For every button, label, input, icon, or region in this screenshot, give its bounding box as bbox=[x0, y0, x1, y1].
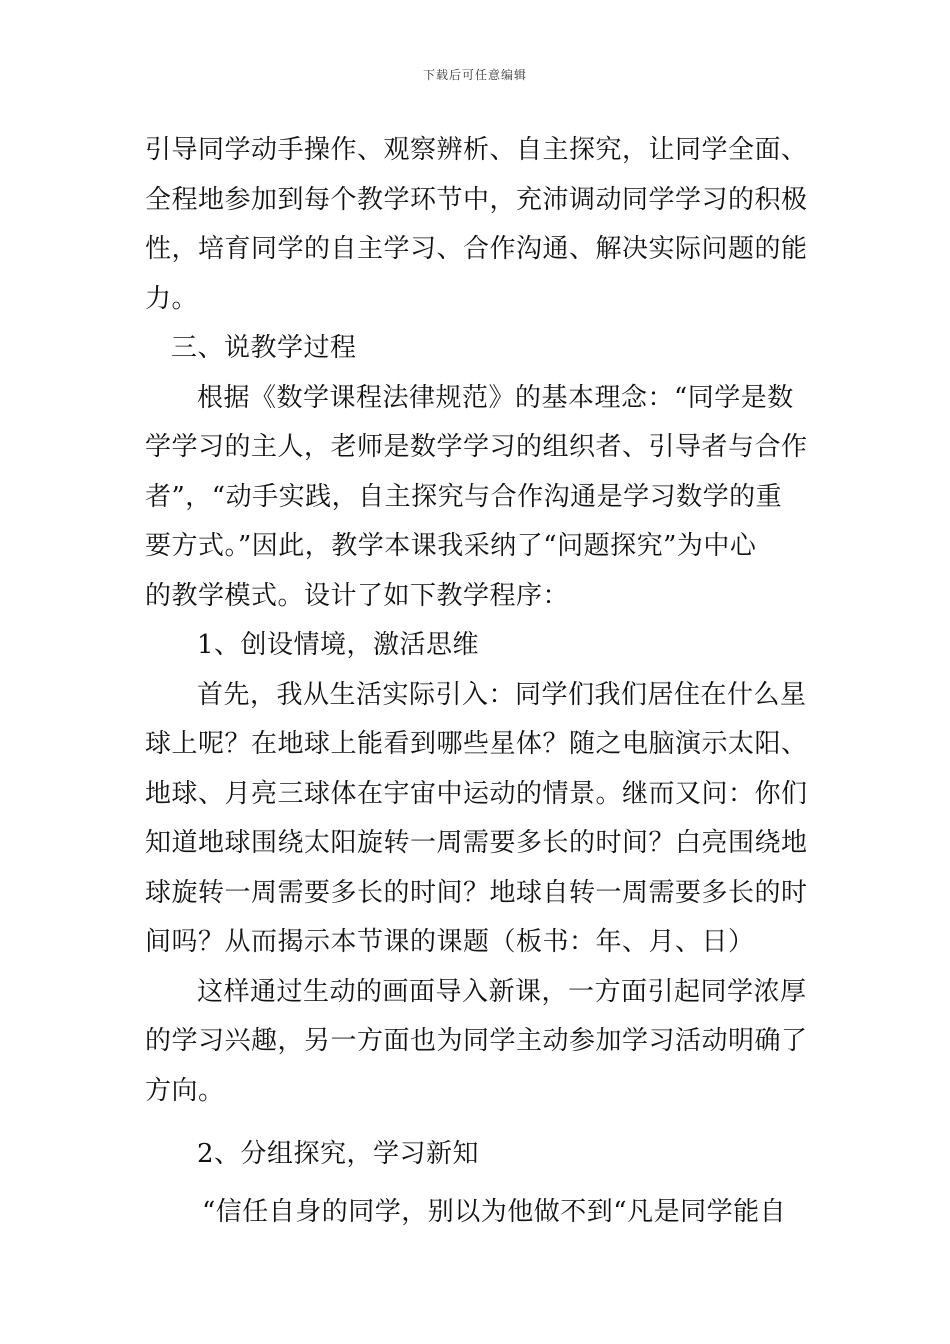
section-heading: 三、说教学过程 bbox=[171, 333, 357, 363]
text-line: 的学习兴趣，另一方面也为同学主动参加学习活动明确了 bbox=[145, 1026, 808, 1056]
text-line: 首先，我从生活实际引入：同学们我们居住在什么星 bbox=[197, 679, 807, 710]
document-body bbox=[145, 126, 810, 1237]
text-line: 地球、月亮三球体在宇宙中运动的情景。继而又问：你们 bbox=[145, 778, 808, 809]
spacer bbox=[145, 1180, 810, 1188]
paragraph-principles bbox=[145, 374, 810, 622]
step-heading-1: 1、创设情境，激活思维 bbox=[197, 630, 480, 660]
paragraph-introduction-scene bbox=[145, 671, 810, 968]
text-line: 全程地参加到每个教学环节中，充沛调动同学学习的积极 bbox=[145, 184, 808, 215]
text-line: 间吗？从而揭示本节课的课题（板书：年、月、日） bbox=[145, 927, 755, 957]
text-line: 要方式。”因此，教学本课我采纳了“问题探究”为中心 bbox=[145, 531, 757, 561]
spacer bbox=[145, 1116, 810, 1130]
paragraph-effect bbox=[145, 968, 810, 1117]
text-line: 性，培育同学的自主学习、合作沟通、解决实际问题的能 bbox=[145, 234, 808, 264]
paragraph-trust bbox=[145, 1188, 810, 1238]
text-line: 引导同学动手操作、观察辨析、自主探究，让同学全面、 bbox=[145, 135, 808, 165]
text-line: 力。 bbox=[145, 283, 199, 314]
text-line: 这样通过生动的画面导入新课，一方面引起同学浓厚 bbox=[197, 976, 807, 1007]
text-line: 者”，“动手实践，自主探究与合作沟通是学习数学的重 bbox=[145, 481, 783, 512]
text-line: 学学习的主人，老师是数学学习的组织者、引导者与合作 bbox=[145, 432, 808, 462]
page-header: 下载后可任意编辑 bbox=[422, 68, 527, 82]
text-line: 知道地球围绕太阳旋转一周需要多长的时间？白亮围绕地 bbox=[145, 828, 808, 858]
text-line: 的教学模式。设计了如下教学程序： bbox=[145, 580, 570, 611]
text-line: 球旋转一周需要多长的时间？地球自转一周需要多长的时 bbox=[145, 877, 808, 908]
text-line: 根据《数学课程法律规范》的基本理念：“同学是数 bbox=[197, 382, 794, 413]
step-heading-2: 2、分组探究，学习新知 bbox=[197, 1139, 480, 1169]
text-line: “信任自身的同学，别以为他做不到“凡是同学能自 bbox=[202, 1196, 787, 1227]
paragraph-intro bbox=[145, 126, 810, 324]
text-line: 方向。 bbox=[145, 1075, 225, 1106]
text-line: 球上呢？在地球上能看到哪些星体？随之电脑演示太阳、 bbox=[145, 729, 808, 759]
